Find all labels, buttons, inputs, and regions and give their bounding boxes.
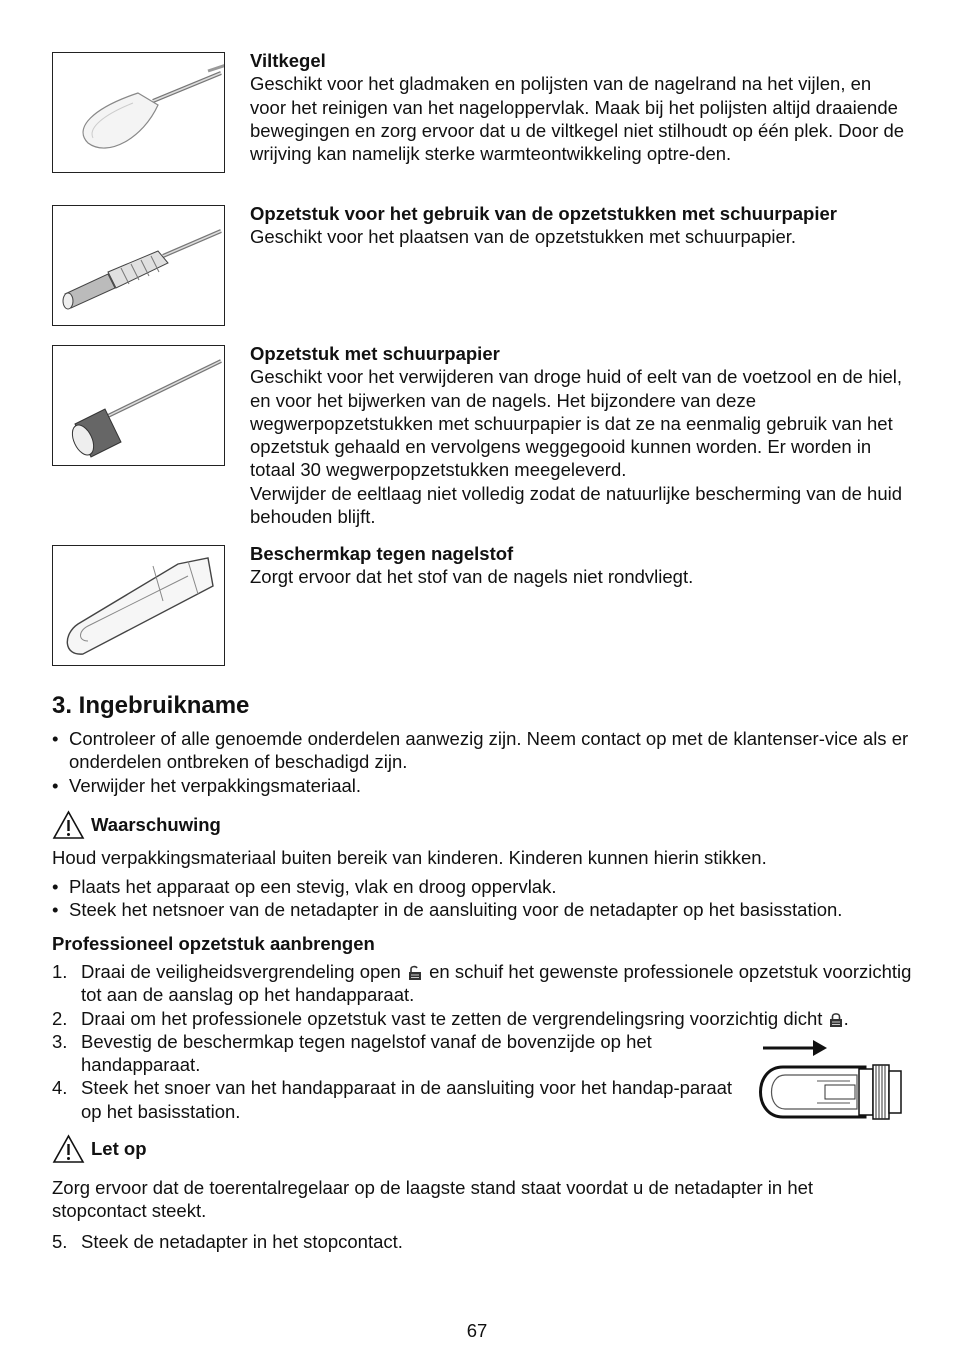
step-number: 2. [52, 1007, 68, 1029]
sanding-holder-icon [53, 206, 224, 325]
warning-block [52, 810, 912, 869]
step-text: Steek het snoer van het handapparaat in de aansluiting voor het handap-paraat op het basisstation. [81, 1077, 733, 1122]
accessory-text-2: Verwijder de eeltlaag niet volledig zodat de natuurlijke bescherming van de huid behouden blijft. [250, 482, 903, 528]
step-text: Bevestig de beschermkap tegen nagelstof vanaf de bovenzijde op het handapparaat. [81, 1030, 652, 1076]
step-text: Steek de netadapter in het stopcontact. [81, 1231, 403, 1252]
bullet-list-1 [52, 727, 912, 797]
list-item: • Verwijder het verpakkingsmateriaal. [52, 774, 912, 797]
felt-cone-image [52, 52, 225, 173]
step-text-a: Draai om het professionele opzetstuk vast te zetten de vergrendelingsring voorzichtig dicht [81, 1007, 823, 1029]
bullet-list-2 [52, 875, 912, 922]
accessory-title: Opzetstuk met schuurpapier [250, 343, 500, 364]
accessory-sanding-band [250, 342, 910, 528]
cap-mounting-illustration [755, 1035, 905, 1120]
step-number: 1. [52, 961, 68, 982]
accessory-title: Opzetstuk voor het gebruik van de opzetstukken met schuurpapier [250, 203, 837, 224]
caution-text: Zorg ervoor dat de toerentalregelaar op de laagste stand staat voordat u de netadapter in het stopcontact steekt. [52, 1177, 814, 1222]
felt-cone-icon [53, 53, 224, 172]
step-text-b: en schuif het gewenste professionele opzetstuk voorzichtig tot aan de aanslag op het handapparaat. [81, 961, 912, 1006]
lock-icon [828, 1012, 844, 1028]
sanding-band-icon [53, 346, 224, 465]
warning-text: Houd verpakkingsmateriaal buiten bereik van kinderen. Kinderen kunnen hierin stikken. [52, 847, 767, 868]
step-item [52, 1030, 721, 1077]
step-text-a: Draai de veiligheidsvergrendeling open [81, 961, 401, 982]
protective-cap-icon [53, 546, 224, 665]
accessory-sanding-holder [250, 202, 910, 249]
accessory-felt-cone [250, 49, 910, 165]
step-item [52, 1007, 912, 1030]
warning-triangle-icon [52, 810, 85, 840]
step-item [52, 1230, 912, 1253]
accessory-text: Geschikt voor het gladmaken en polijsten van de nagelrand na het vijlen, en voor het reinigen van het nageloppervlak. Maak bij het polijsten altijd draaiende bewegingen en zorg ervoor dat u de viltkegel niet stilhoudt op één plek. Door de wrijving kan namelijk sterke warmteontwikkeling optre-den. [250, 73, 905, 165]
step-item [52, 960, 912, 1007]
step-number: 3. [52, 1030, 68, 1052]
step-number: 4. [52, 1077, 68, 1099]
step-5 [52, 1230, 912, 1253]
step-number: 5. [52, 1231, 68, 1252]
accessory-protective-cap [250, 542, 910, 589]
protective-cap-image [52, 545, 225, 666]
accessory-text: Geschikt voor het plaatsen van de opzetstukken met schuurpapier. [250, 226, 797, 248]
caution-block [52, 1134, 912, 1223]
accessory-title: Viltkegel [250, 50, 326, 71]
sanding-band-image [52, 345, 225, 466]
list-item: • Steek het netsnoer van de netadapter in de aansluiting voor de netadapter op het basisstation. [52, 898, 912, 921]
step-text-b: . [843, 1007, 849, 1029]
list-item: • Plaats het apparaat op een stevig, vlak en droog oppervlak. [52, 875, 912, 898]
step-item [52, 1076, 751, 1123]
warning-label: Waarschuwing [91, 814, 221, 836]
warning-triangle-icon [52, 1134, 85, 1164]
section-heading: 3. Ingebruikname [52, 692, 250, 719]
caution-label: Let op [91, 1138, 147, 1160]
sanding-holder-image [52, 205, 225, 326]
unlock-icon [406, 965, 424, 981]
accessory-text: Zorgt ervoor dat het stof van de nagels niet rondvliegt. [250, 566, 694, 588]
page-number: 67 [466, 1320, 488, 1341]
list-item: • Controleer of alle genoemde onderdelen aanwezig zijn. Neem contact op met de klantenser-vice als er onderdelen ontbreken of beschadigd zijn. [52, 727, 912, 774]
accessory-text: Geschikt voor het verwijderen van droge huid of eelt van de voetzool en de hiel, en voor het bijwerken van de nagels. Het bijzondere van deze wegwerpopzetstukken met schuurpapier is dat ze na eenmalig gebruik van het opzetstuk gehaald en vervolgens weggegooid kunnen worden. Er worden in totaal 30 wegwerpopzetstukken meegeleverd. [250, 366, 903, 481]
accessory-title: Beschermkap tegen nagelstof [250, 543, 514, 564]
subheading: Professioneel opzetstuk aanbrengen [52, 933, 375, 954]
